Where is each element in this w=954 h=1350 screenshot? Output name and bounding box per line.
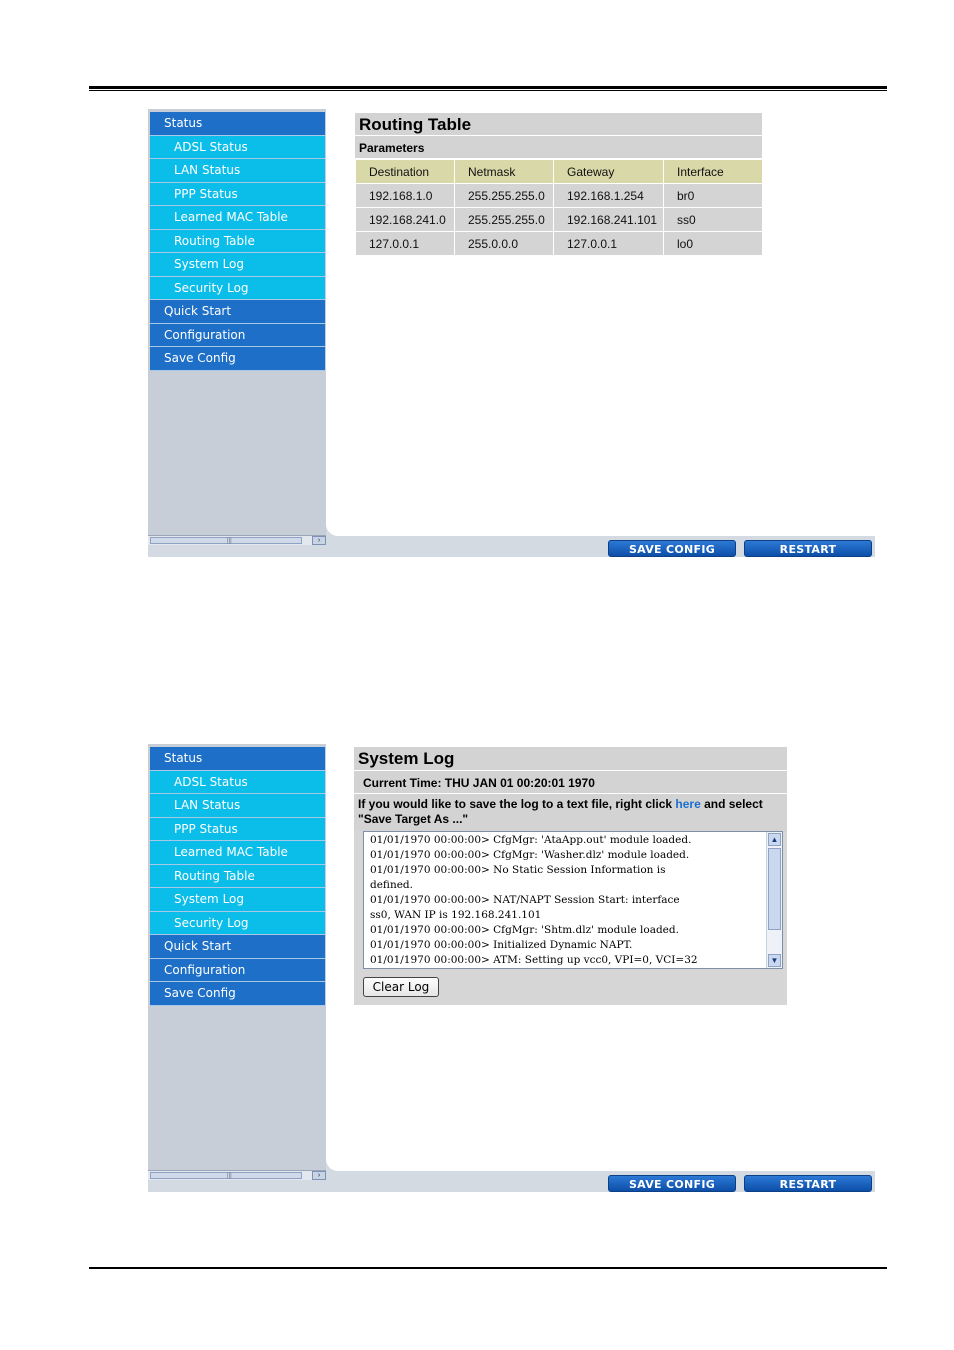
menu-save-config[interactable]: Save Config bbox=[150, 347, 325, 371]
save-config-button[interactable]: SAVE CONFIG bbox=[608, 540, 736, 557]
scroll-right-arrow-icon[interactable]: › bbox=[312, 1171, 326, 1180]
main-content bbox=[326, 744, 875, 1171]
menu-lan-status[interactable]: LAN Status bbox=[150, 794, 325, 818]
menu-save-config[interactable]: Save Config bbox=[150, 982, 325, 1006]
log-line: 01/01/1970 00:00:00> CfgMgr: 'AtaApp.out' module loaded. bbox=[370, 834, 692, 846]
scrollbar-thumb[interactable] bbox=[150, 1172, 302, 1179]
table-cell: 127.0.0.1 bbox=[554, 232, 664, 256]
table-cell: lo0 bbox=[664, 232, 763, 256]
menu-system-log[interactable]: System Log bbox=[150, 888, 325, 912]
menu-security-log[interactable]: Security Log bbox=[150, 277, 325, 301]
bottom-rule bbox=[89, 1267, 887, 1269]
column-header: Destination bbox=[356, 160, 455, 184]
table-cell: 192.168.1.0 bbox=[356, 184, 455, 208]
scrollbar-grip-icon: ||| bbox=[227, 1173, 232, 1179]
routing-table bbox=[355, 159, 763, 256]
table-cell: 192.168.241.0 bbox=[356, 208, 455, 232]
restart-button[interactable]: RESTART bbox=[744, 1175, 872, 1192]
log-line: 01/01/1970 00:00:00> NAT/NAPT Session Start: interface bbox=[370, 894, 680, 906]
table-cell: br0 bbox=[664, 184, 763, 208]
log-line: ss0, WAN IP is 192.168.241.101 bbox=[370, 909, 542, 921]
menu-routing-table[interactable]: Routing Table bbox=[150, 865, 325, 889]
log-textarea[interactable] bbox=[363, 831, 783, 969]
menu-adsl-status[interactable]: ADSL Status bbox=[150, 771, 325, 795]
scrollbar-thumb[interactable] bbox=[768, 848, 781, 930]
log-line: 01/01/1970 00:00:00> ATM: Setting up vcc0, VPI=0, VCI=32 bbox=[370, 954, 698, 966]
table-cell: 255.255.255.0 bbox=[455, 184, 554, 208]
sidebar-menu bbox=[150, 112, 325, 371]
table-cell: 255.0.0.0 bbox=[455, 232, 554, 256]
system-log-panel bbox=[354, 747, 787, 1005]
instructions-text: and select "Save Target As ..." bbox=[358, 797, 763, 826]
menu-status[interactable]: Status bbox=[150, 747, 325, 771]
table-cell: 255.255.255.0 bbox=[455, 208, 554, 232]
table-cell: ss0 bbox=[664, 208, 763, 232]
table-cell: 192.168.1.254 bbox=[554, 184, 664, 208]
sidebar-menu bbox=[150, 747, 325, 1006]
log-line: 01/01/1970 00:00:00> Initialized Dynamic NAPT. bbox=[370, 939, 633, 951]
routing-table-screenshot bbox=[148, 109, 875, 557]
sidebar bbox=[148, 109, 326, 545]
log-lines bbox=[370, 833, 762, 968]
menu-lan-status[interactable]: LAN Status bbox=[150, 159, 325, 183]
menu-ppp-status[interactable]: PPP Status bbox=[150, 818, 325, 842]
instructions-text: If you would like to save the log to a text file, right click bbox=[358, 797, 676, 811]
table-row bbox=[356, 184, 763, 208]
clear-log-button[interactable]: Clear Log bbox=[363, 977, 439, 997]
top-rule bbox=[89, 86, 887, 91]
table-row bbox=[356, 232, 763, 256]
table-row bbox=[356, 208, 763, 232]
table-cell: 127.0.0.1 bbox=[356, 232, 455, 256]
menu-security-log[interactable]: Security Log bbox=[150, 912, 325, 936]
restart-button[interactable]: RESTART bbox=[744, 540, 872, 557]
page-title: Routing Table bbox=[355, 113, 762, 136]
sidebar bbox=[148, 744, 326, 1180]
scrollbar-thumb[interactable] bbox=[150, 537, 302, 544]
table-header-row bbox=[356, 160, 763, 184]
scroll-down-arrow-icon[interactable]: ▼ bbox=[768, 954, 781, 967]
column-header: Netmask bbox=[455, 160, 554, 184]
column-header: Interface bbox=[664, 160, 763, 184]
menu-quick-start[interactable]: Quick Start bbox=[150, 300, 325, 324]
bottom-toolbar bbox=[326, 1171, 875, 1192]
routing-table-panel bbox=[355, 113, 762, 256]
page-title: System Log bbox=[354, 747, 787, 771]
menu-learned-mac-table[interactable]: Learned MAC Table bbox=[150, 206, 325, 230]
menu-configuration[interactable]: Configuration bbox=[150, 324, 325, 348]
bottom-toolbar bbox=[326, 536, 875, 557]
column-header: Gateway bbox=[554, 160, 664, 184]
menu-system-log[interactable]: System Log bbox=[150, 253, 325, 277]
scrollbar-grip-icon: ||| bbox=[227, 538, 232, 544]
log-line: 01/01/1970 00:00:00> CfgMgr: 'Washer.dlz' module loaded. bbox=[370, 849, 690, 861]
menu-quick-start[interactable]: Quick Start bbox=[150, 935, 325, 959]
current-time: Current Time: THU JAN 01 00:20:01 1970 bbox=[354, 771, 787, 794]
sidebar-horizontal-scrollbar[interactable] bbox=[148, 1170, 326, 1180]
menu-configuration[interactable]: Configuration bbox=[150, 959, 325, 983]
menu-adsl-status[interactable]: ADSL Status bbox=[150, 136, 325, 160]
main-content bbox=[326, 109, 875, 536]
log-line: 01/01/1970 00:00:00> No Static Session Information is bbox=[370, 864, 666, 876]
sidebar-horizontal-scrollbar[interactable] bbox=[148, 535, 326, 545]
menu-status[interactable]: Status bbox=[150, 112, 325, 136]
log-line: 01/01/1970 00:00:00> CfgMgr: 'Shtm.dlz' module loaded. bbox=[370, 924, 679, 936]
log-actions bbox=[354, 969, 787, 1005]
menu-ppp-status[interactable]: PPP Status bbox=[150, 183, 325, 207]
scroll-up-arrow-icon[interactable]: ▲ bbox=[768, 833, 781, 846]
save-log-instructions bbox=[354, 794, 787, 831]
menu-routing-table[interactable]: Routing Table bbox=[150, 230, 325, 254]
save-log-link[interactable]: here bbox=[675, 797, 701, 811]
log-line: defined. bbox=[370, 879, 413, 891]
system-log-screenshot bbox=[148, 744, 875, 1192]
scroll-right-arrow-icon[interactable]: › bbox=[312, 536, 326, 545]
section-title: Parameters bbox=[355, 136, 762, 159]
table-cell: 192.168.241.101 bbox=[554, 208, 664, 232]
log-vertical-scrollbar[interactable] bbox=[766, 832, 782, 968]
save-config-button[interactable]: SAVE CONFIG bbox=[608, 1175, 736, 1192]
menu-learned-mac-table[interactable]: Learned MAC Table bbox=[150, 841, 325, 865]
